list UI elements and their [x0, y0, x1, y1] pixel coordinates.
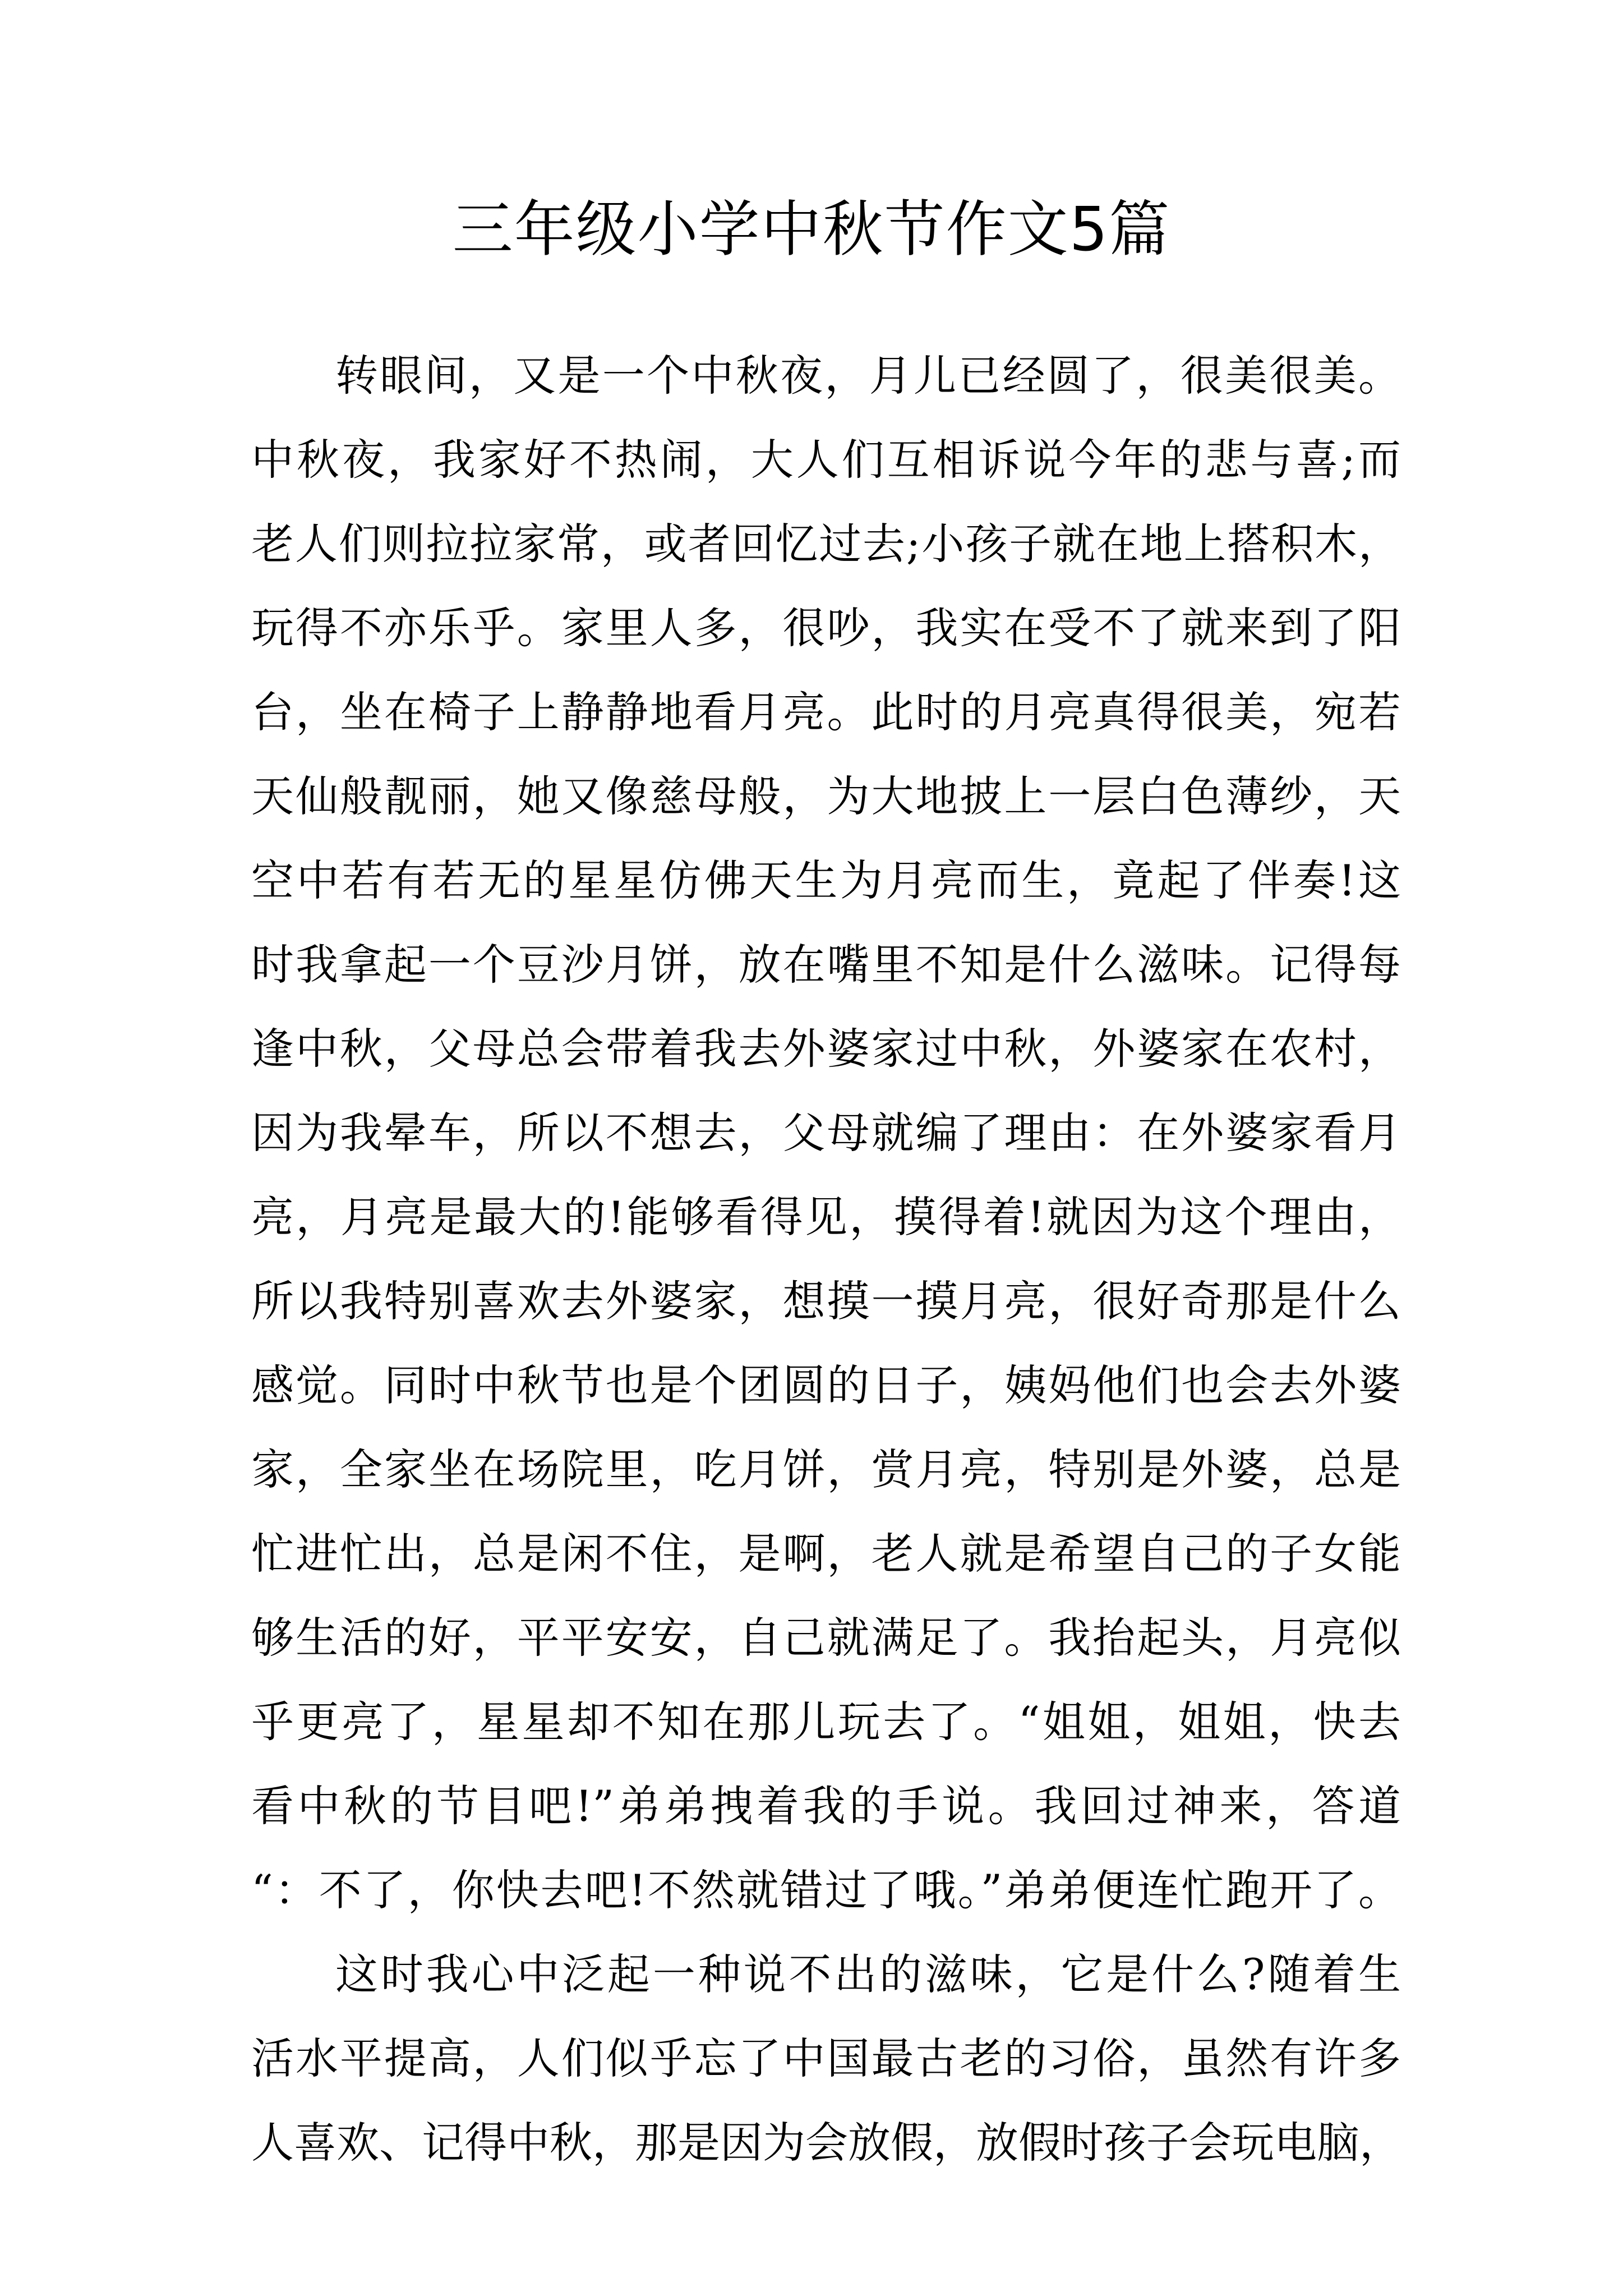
text-line: 感觉。同时中秋节也是个团圆的日子，姨妈他们也会去外婆 — [251, 1360, 1401, 1410]
text-line: 因为我晕车，所以不想去，父母就编了理由：在外婆家看月 — [251, 1108, 1401, 1158]
text-line: 空中若有若无的星星仿佛天生为月亮而生，竟起了伴奏!这 — [251, 855, 1401, 905]
document-title: 三年级小学中秋节作文5篇 — [452, 195, 1171, 265]
text-line: 够生活的好，平平安安，自己就满足了。我抬起头，月亮似 — [251, 1613, 1401, 1663]
text-line: 忙进忙出，总是闲不住，是啊，老人就是希望自己的子女能 — [251, 1529, 1401, 1579]
text-line: 家，全家坐在场院里，吃月饼，赏月亮，特别是外婆，总是 — [251, 1444, 1401, 1494]
text-line: 亮，月亮是最大的!能够看得见，摸得着!就因为这个理由， — [251, 1192, 1401, 1242]
text-line: 这时我心中泛起一种说不出的滋味，它是什么?随着生 — [335, 1949, 1401, 1999]
text-line: 时我拿起一个豆沙月饼，放在嘴里不知是什么滋味。记得每 — [251, 940, 1401, 990]
text-line: 玩得不亦乐乎。家里人多，很吵，我实在受不了就来到了阳 — [251, 603, 1401, 653]
text-line: 转眼间，又是一个中秋夜，月儿已经圆了，很美很美。 — [335, 351, 1401, 401]
text-line: 天仙般靓丽，她又像慈母般，为大地披上一层白色薄纱，天 — [251, 771, 1401, 821]
text-line: 中秋夜，我家好不热闹，大人们互相诉说今年的悲与喜;而 — [251, 435, 1401, 485]
text-line: 所以我特别喜欢去外婆家，想摸一摸月亮，很好奇那是什么 — [251, 1276, 1401, 1326]
text-line: 逢中秋，父母总会带着我去外婆家过中秋，外婆家在农村， — [251, 1024, 1401, 1074]
text-line: 乎更亮了，星星却不知在那儿玩去了。“姐姐，姐姐，快去 — [251, 1697, 1401, 1747]
text-line: 老人们则拉拉家常，或者回忆过去;小孩子就在地上搭积木， — [251, 519, 1401, 569]
text-line: 台，坐在椅子上静静地看月亮。此时的月亮真得很美，宛若 — [251, 687, 1401, 737]
text-line: 活水平提高，人们似乎忘了中国最古老的习俗，虽然有许多 — [251, 2033, 1401, 2083]
text-line: “：不了，你快去吧!不然就错过了哦。”弟弟便连忙跑开了。 — [251, 1865, 1401, 1915]
text-line: 人喜欢、记得中秋，那是因为会放假，放假时孩子会玩电脑， — [251, 2118, 1402, 2168]
document-body — [251, 334, 1401, 2185]
text-line: 看中秋的节目吧!”弟弟拽着我的手说。我回过神来，答道 — [251, 1781, 1401, 1831]
